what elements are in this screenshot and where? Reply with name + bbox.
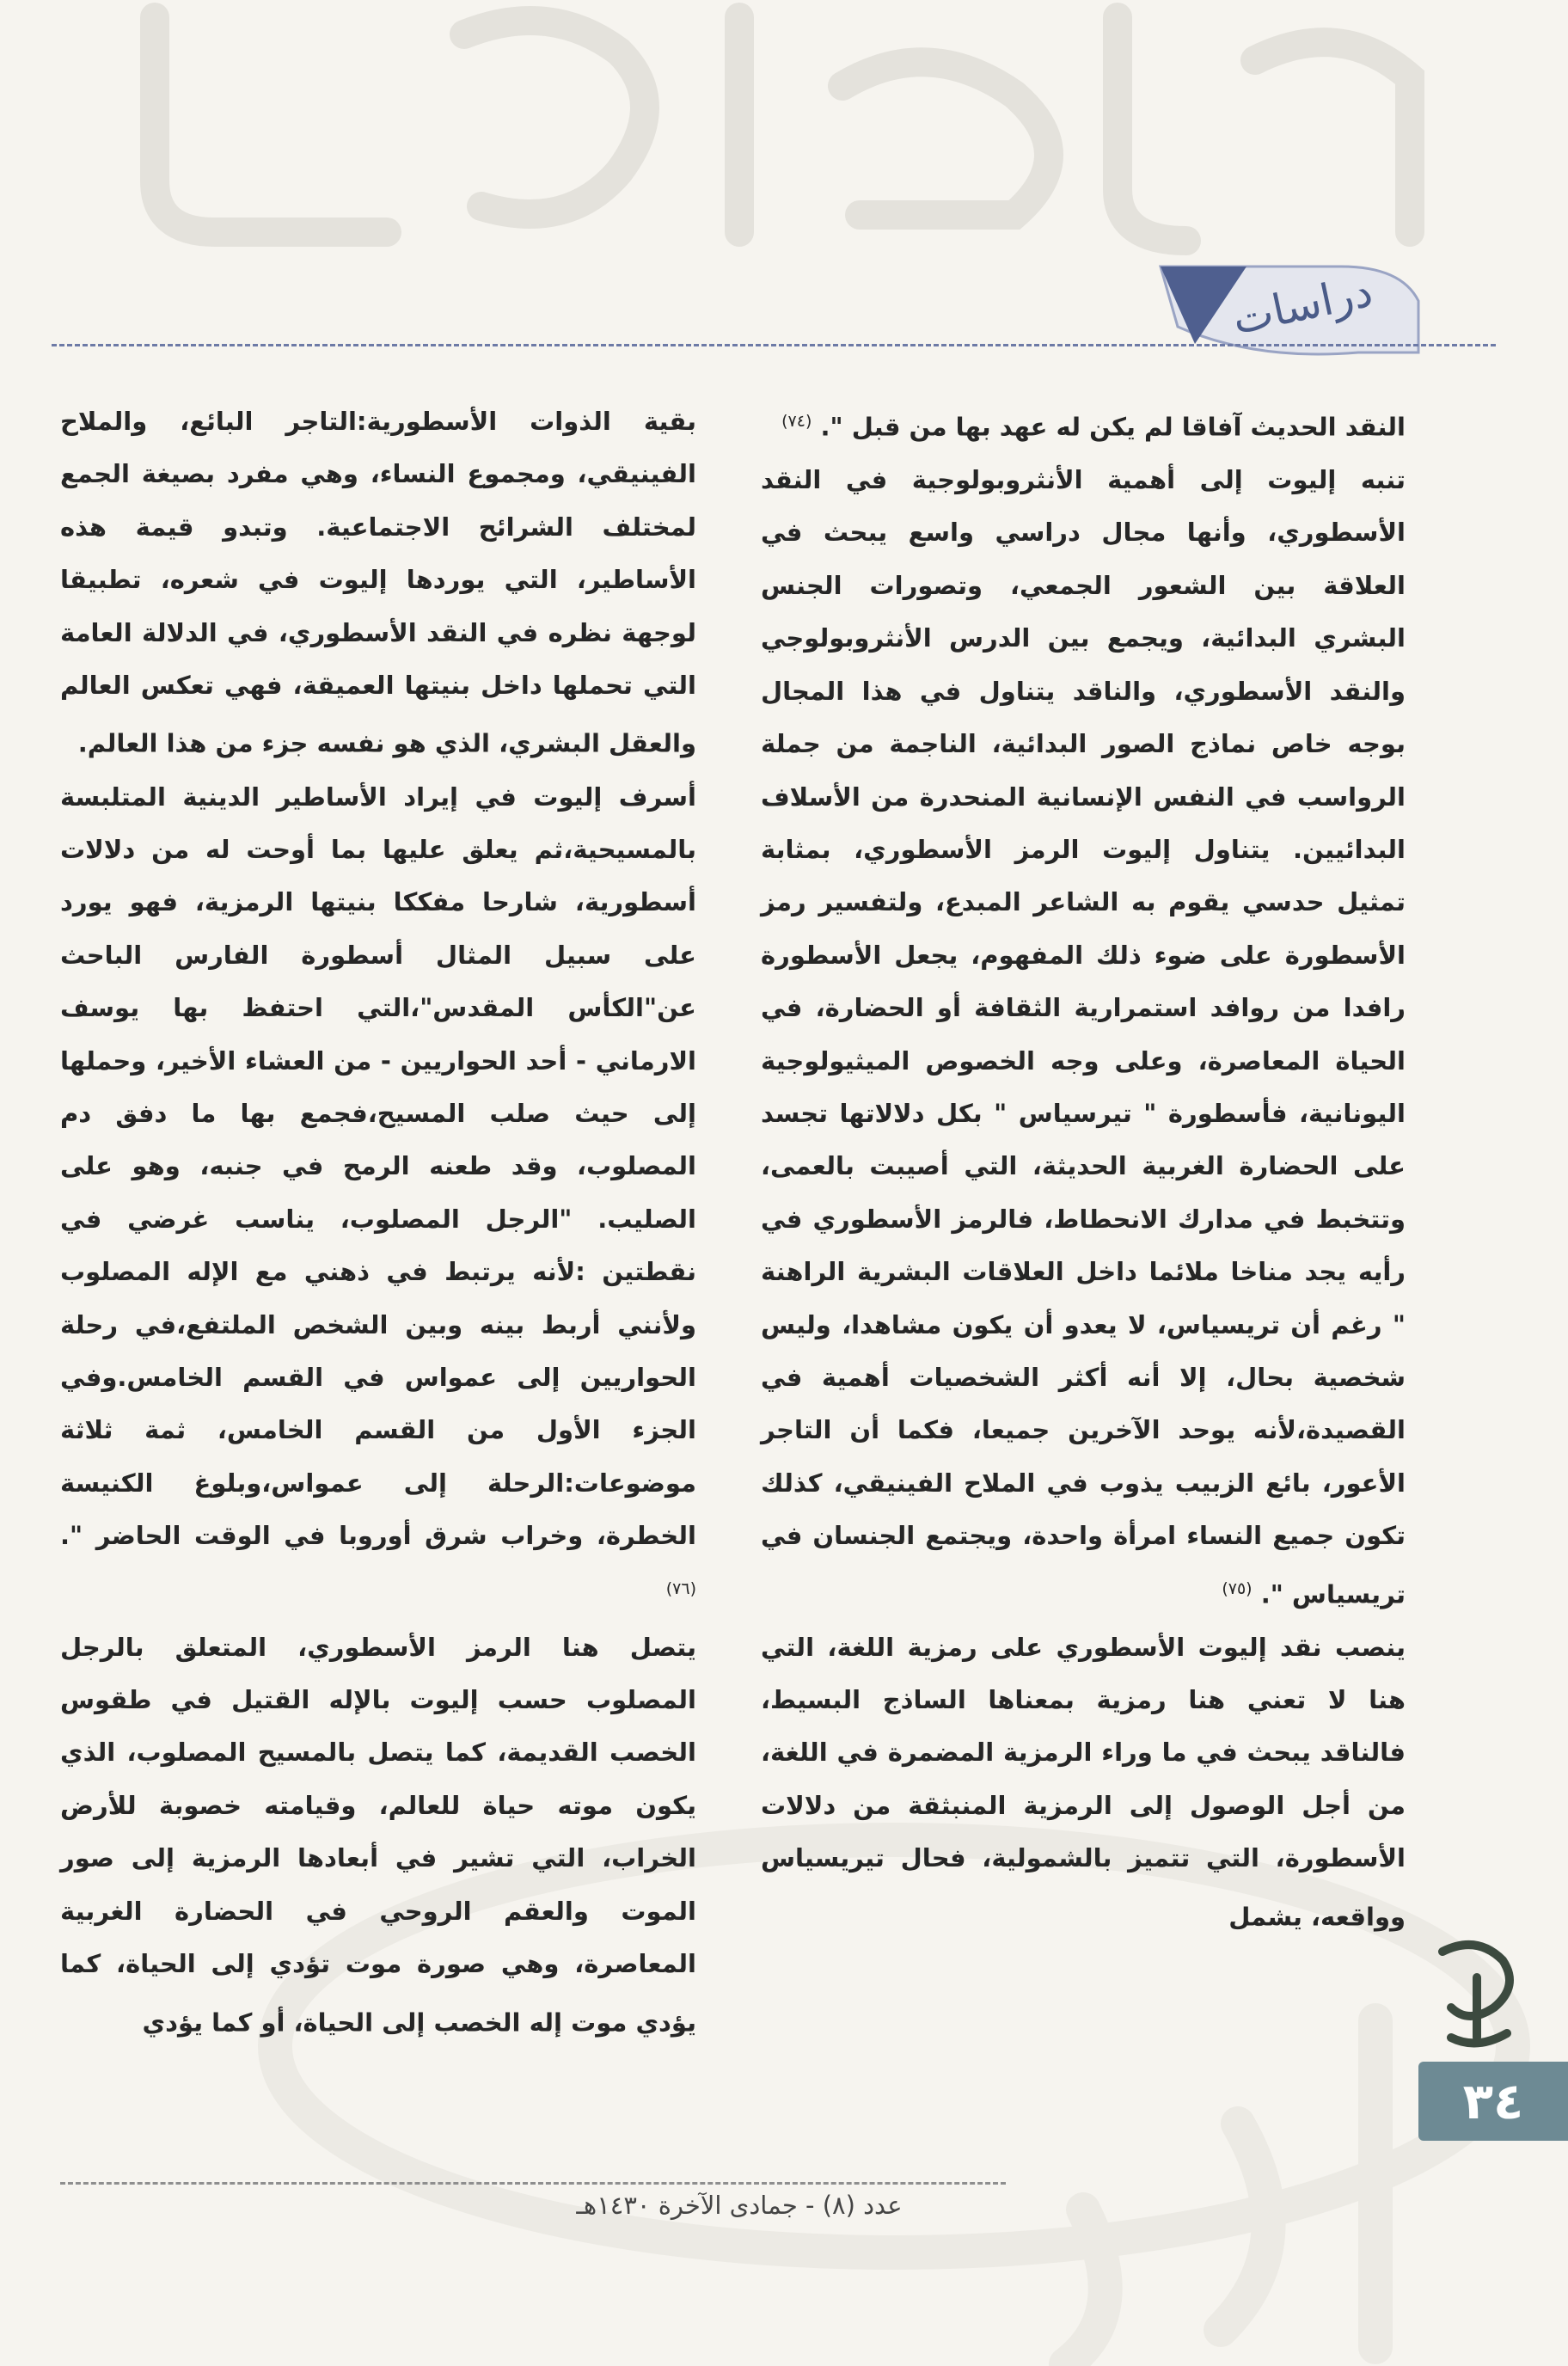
left-text-column bbox=[60, 395, 696, 2050]
logo-text: حقول bbox=[1475, 2053, 1479, 2054]
header-calligraphy-decoration bbox=[103, 0, 1479, 267]
page-number-badge bbox=[1418, 2062, 1568, 2141]
right-text-column bbox=[761, 395, 1406, 1944]
page-number: ٣٤ bbox=[1462, 2072, 1524, 2130]
issue-footer: عدد (٨) - جمادى الآخرة ١٤٣٠هـ bbox=[576, 2191, 903, 2220]
paragraph bbox=[761, 454, 1406, 1621]
footnote-ref: (٧٦) bbox=[665, 1578, 696, 1598]
section-tab bbox=[1143, 249, 1427, 370]
bottom-divider bbox=[60, 2182, 1006, 2185]
top-divider bbox=[52, 344, 1496, 346]
footnote-ref: (٧٥) bbox=[1222, 1578, 1253, 1598]
paragraph bbox=[60, 1621, 696, 2050]
paragraph-text: ينصب نقد إليوت الأسطوري على رمزية اللغة، التي هنا لا تعني هنا رمزية بمعناها الساذج البسيط، فالناقد يبحث في ما وراء الرمزية المضمرة في اللغة، من أجل الوصول إلى الرمزية المنبثقة من دلالات الأسطورة، التي تتميز بالشمولية، فحال تيريسياس وواقعه، يشمل bbox=[761, 1632, 1406, 1932]
paragraph bbox=[761, 1621, 1406, 1944]
paragraph-text: بقية الذوات الأسطورية:التاجر البائع، والملاح الفينيقي، ومجموع النساء، وهي مفرد بصيغة الجمع لمختلف الشرائح الاجتماعية. وتبدو قيمة هذه الأساطير، التي يوردها إليوت في شعره، تطبيقا لوجهة نظره في النقد الأسطوري، في الدلالة العامة التي تحملها داخل بنيتها العميقة، فهي تعكس العالم والعقل البشري، الذي هو نفسه جزء من هذا العالم. bbox=[60, 407, 696, 759]
paragraph-text: تنبه إليوت إلى أهمية الأنثروبولوجية في النقد الأسطوري، وأنها مجال دراسي واسع يبحث في العلاقة بين الشعور الجمعي، وتصورات الجنس البشري البدائية، ويجمع بين الدرس الأنثروبولوجي والنقد الأسطوري، والناقد يتناول في هذا المجال بوجه خاص نماذج الصور البدائية، الناجمة من جملة الرواسب في النفس الإنسانية المنحدرة من الأسلاف البدائيين. يتناول إليوت الرمز الأسطوري، بمثابة تمثيل حدسي يقوم به الشاعر المبدع، ولتفسير رمز الأسطورة على ضوء ذلك المفهوم، يجعل الأسطورة رافدا من روافد استمرارية الثقافة أو الحضارة، في الحياة المعاصرة، وعلى وجه الخصوص الميثيولوجية اليونانية، فأسطورة " تيرسياس " بكل دلالاتها تجسد على الحضارة الغربية الحديثة، التي أصيبت بالعمى، وتتخبط في مدارك الانحطاط، فالرمز الأسطوري في رأيه يجد مناخا ملائما داخل العلاقات البشرية الراهنة " رغم أن تريسياس، لا يعدو أن يكون مشاهدا، وليس شخصية بحال، إلا أنه أكثر الشخصيات أهمية في القصيدة،لأنه يوحد الآخرين جميعا، فكما أن التاجر الأعور، بائع الزبيب يذوب في الملاح الفينيقي، كذلك تكون جميع النساء امرأة واحدة، ويجتمع الجنسان في تريسياس ". bbox=[761, 465, 1406, 1609]
paragraph bbox=[761, 395, 1406, 454]
paragraph-text: يتصل هنا الرمز الأسطوري، المتعلق بالرجل المصلوب حسب إليوت بالإله القتيل في طقوس الخصب القديمة، كما يتصل بالمسيح المصلوب، الذي يكون موته حياة للعالم، وقيامته خصوبة للأرض الخراب، التي تشير في أبعادها الرمزية إلى صور الموت والعقم الروحي في الحضارة الغربية المعاصرة، وهي صورة موت تؤدي إلى الحياة، كما يؤدي موت إله الخصب إلى الحياة، أو كما يؤدي bbox=[60, 1632, 696, 2038]
magazine-logo-icon bbox=[1425, 1926, 1528, 2055]
section-label: دراسات bbox=[1228, 266, 1377, 345]
paragraph-text: أسرف إليوت في إيراد الأساطير الدينية المتلبسة بالمسيحية،ثم يعلق عليها بما أوحت له من دلالات أسطورية، شارحا مفككا بنيتها الرمزية، فهو يورد على سبيل المثال أسطورة الفارس الباحث عن"الكأس المقدس"،التي احتفظ بها يوسف الارماني - أحد الحواريين - من العشاء الأخير، وحملها إلى حيث صلب المسيح،فجمع بها ما دفق دم المصلوب، وقد طعنه الرمح في جنبه، وهو على الصليب. "الرجل المصلوب، يناسب غرضي في نقطتين :لأنه يرتبط في ذهني مع الإله المصلوب ولأنني أربط بينه وبين الشخص الملتفع،في رحلة الحواريين إلى عمواس في القسم الخامس.وفي الجزء الأول من القسم الخامس، ثمة ثلاثة موضوعات:الرحلة إلى عمواس،وبلوغ الكنيسة الخطرة، وخراب شرق أوروبا في الوقت الحاضر ". bbox=[60, 782, 696, 1551]
paragraph bbox=[60, 771, 696, 1621]
paragraph-text: النقد الحديث آفاقا لم يكن له عهد بها من قبل ". bbox=[820, 412, 1406, 442]
footnote-ref: (٧٤) bbox=[781, 412, 812, 431]
paragraph bbox=[60, 395, 696, 771]
